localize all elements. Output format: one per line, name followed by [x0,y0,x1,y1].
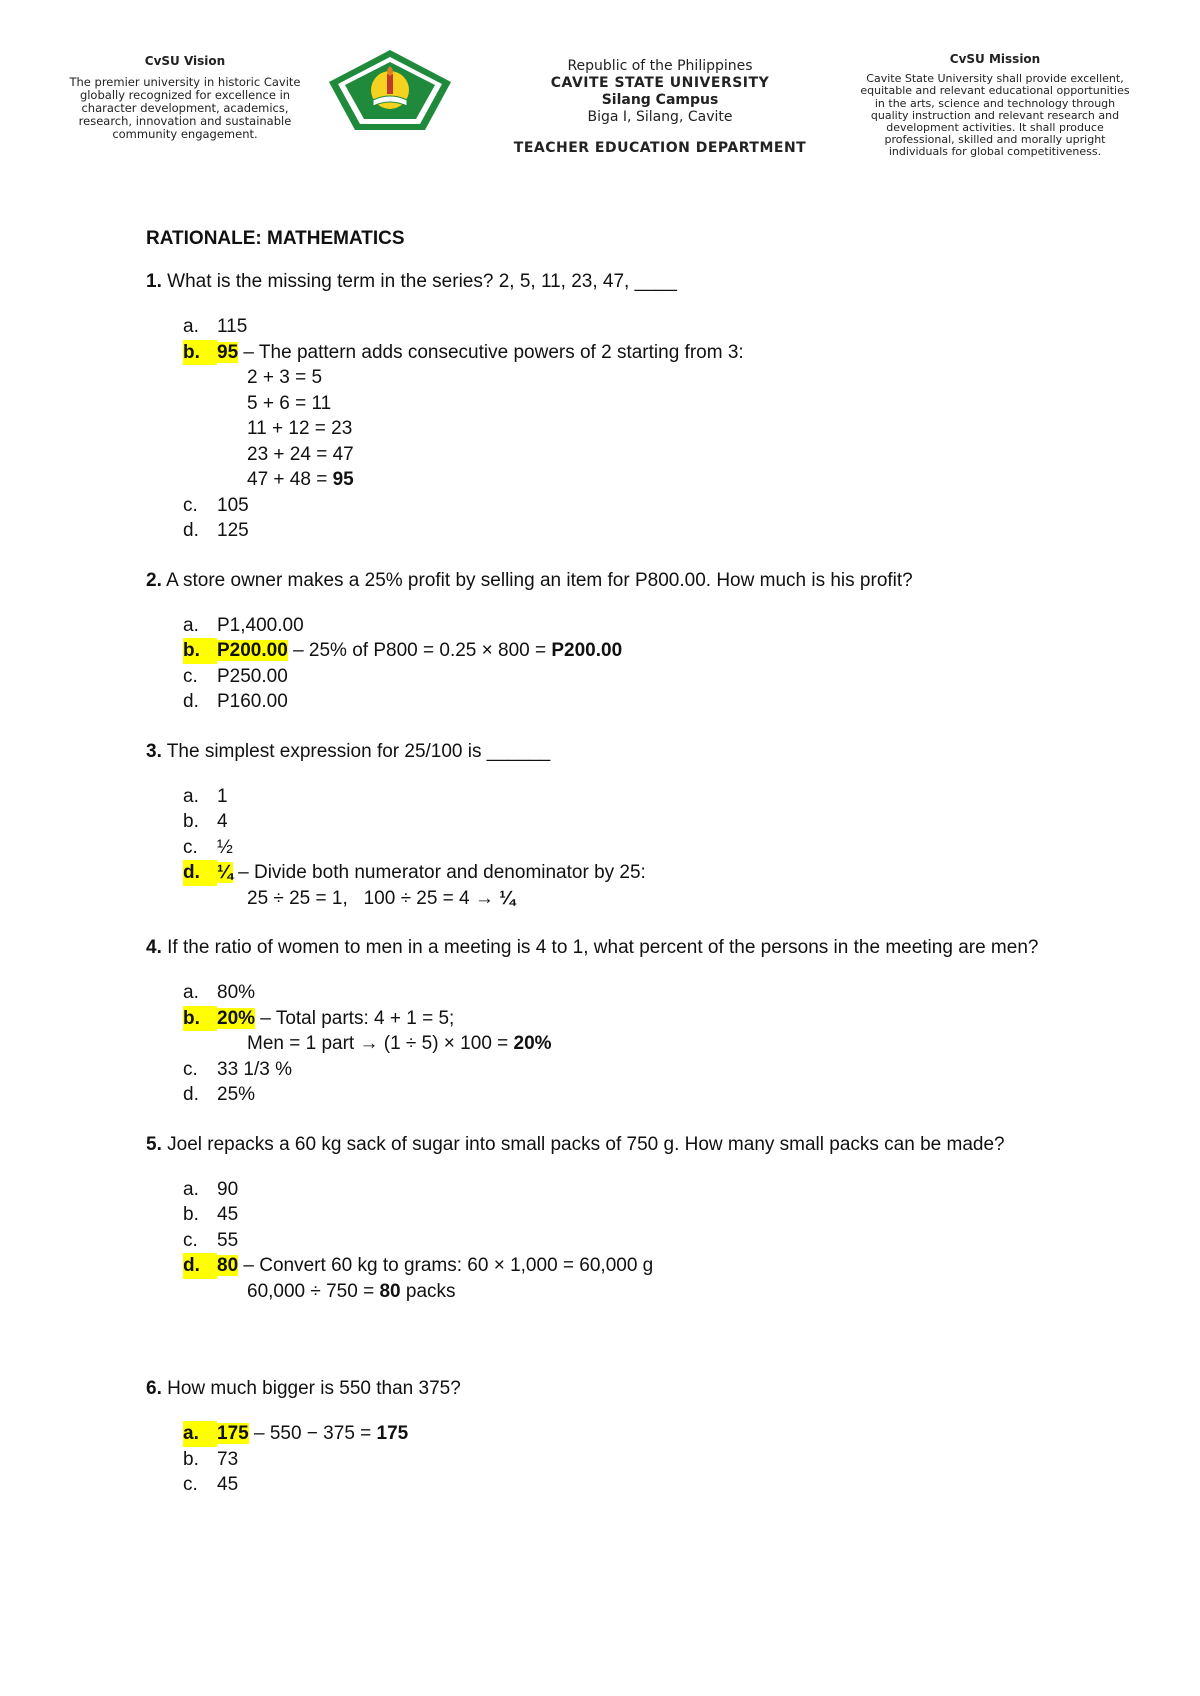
correct-option: b. 20% – Total parts: 4 + 1 = 5; [183,1006,1106,1032]
question-number: 2. [146,569,162,591]
document-title: RATIONALE: MATHEMATICS [146,228,405,249]
answer-highlight: 95 [217,341,239,363]
question-text: How much bigger is 550 than 375? [167,1378,461,1399]
rationale: – 550 − 375 = [248,1423,377,1444]
rationale: – 25% of P800 = 0.25 × 800 = [287,640,552,661]
vision-title: CvSU Vision [144,54,226,68]
department-name: TEACHER EDUCATION DEPARTMENT [513,140,807,156]
rationale: – Divide both numerator and denominator by 25: [232,862,646,883]
solution-step: 11 + 12 = 23 [247,418,353,439]
options-2 [183,613,1106,715]
question-number: 3. [146,740,162,762]
option: a. P1,400.00 [183,614,304,636]
solution-step: Men = 1 part → (1 ÷ 5) × 100 = 20% [247,1033,552,1054]
question-5 [146,1132,1106,1157]
rationale: – The pattern adds consecutive powers of 2 starting from 3: [238,341,744,363]
answer-highlight: 175 [217,1423,249,1444]
spacer [146,1328,1106,1376]
option: c. P250.00 [183,665,288,687]
university-heading [470,58,850,156]
option: b. 45 [183,1204,239,1225]
mission-block [860,53,1130,159]
question-text: What is the missing term in the series? 2, 5, 11, 23, 47, ____ [167,271,677,292]
option: c. 55 [183,1229,239,1251]
option: a. 1 [183,785,228,807]
vision-block [60,55,310,141]
mission-title: CvSU Mission [949,52,1041,66]
question-4 [146,935,1106,960]
vision-text: The premier university in historic Cavite globally recognized for excellence in character development, academics, research, innovation and sustainable community engagement. [69,75,301,141]
option: c. 45 [183,1474,239,1495]
option: c. 33 1/3 % [183,1058,292,1080]
question-number: 5. [146,1133,162,1155]
solution-step: 25 ÷ 25 = 1, 100 ÷ 25 = 4 → ¼ [247,887,516,909]
option: c. 105 [183,494,249,516]
rationale: – Convert 60 kg to grams: 60 × 1,000 = 60,000 g [238,1255,654,1276]
correct-option: a. 175 – 550 − 375 = 175 [183,1421,1106,1447]
options-4 [183,980,1106,1108]
option: c. ½ [183,836,233,858]
question-6 [146,1376,1106,1401]
option: b. 4 [183,811,228,832]
campus-name: Silang Campus [601,92,719,108]
question-text: Joel repacks a 60 kg sack of sugar into small packs of 750 g. How many small packs can be made? [167,1133,1005,1155]
answer-highlight: ¼ [217,862,233,883]
option: d. 25% [183,1084,256,1105]
option: d. 125 [183,520,249,541]
option: a. 115 [183,316,248,337]
options-6 [183,1421,1106,1498]
options-1 [183,314,1106,544]
option: d. P160.00 [183,691,288,712]
options-5 [183,1177,1106,1305]
question-number: 6. [146,1378,162,1399]
document-body [146,226,1106,1522]
mission-text: Cavite State University shall provide excellent, equitable and relevant educational opportunities in the arts, science and technology through quality instruction and relevant research and development activities. It shall produce professional, skilled and morally upright individuals for global competitiveness. [860,72,1130,159]
correct-option: d. ¼ – Divide both numerator and denominator by 25: [183,860,1106,886]
university-name: CAVITE STATE UNIVERSITY [550,75,770,91]
correct-option: b. 95 – The pattern adds consecutive powers of 2 starting from 3: [183,340,1106,366]
solution-step: 2 + 3 = 5 [247,367,323,388]
solution-step: 5 + 6 = 11 [247,392,332,414]
option: b. 73 [183,1448,239,1470]
option: a. 80% [183,982,256,1003]
republic-line: Republic of the Philippines [567,58,753,74]
correct-option: b. P200.00 – 25% of P800 = 0.25 × 800 = P200.00 [183,638,1106,664]
answer-highlight: 20% [217,1007,256,1029]
question-3 [146,739,1106,764]
solution-step: 60,000 ÷ 750 = 80 packs [247,1280,456,1302]
question-text: The simplest expression for 25/100 is ______ [166,740,551,762]
rationale: – Total parts: 4 + 1 = 5; [255,1007,455,1029]
answer-highlight: 80 [217,1255,239,1276]
cvsu-seal-logo [325,48,455,132]
question-text: A store owner makes a 25% profit by selling an item for P800.00. How much is his profit? [166,569,913,591]
correct-option: d. 80 – Convert 60 kg to grams: 60 × 1,000 = 60,000 g [183,1253,1106,1279]
letterhead [0,0,1200,200]
question-text: If the ratio of women to men in a meeting is 4 to 1, what percent of the persons in the meeting are men? [167,937,1039,958]
options-3 [183,784,1106,912]
solution-step: 47 + 48 = 95 [247,469,354,490]
option: a. 90 [183,1178,239,1200]
question-1 [146,269,1106,294]
question-2 [146,568,1106,593]
answer-highlight: P200.00 [217,640,288,661]
campus-address: Biga I, Silang, Cavite [587,109,733,125]
question-number: 4. [146,937,162,958]
solution-step: 23 + 24 = 47 [247,443,354,465]
question-number: 1. [146,271,162,292]
